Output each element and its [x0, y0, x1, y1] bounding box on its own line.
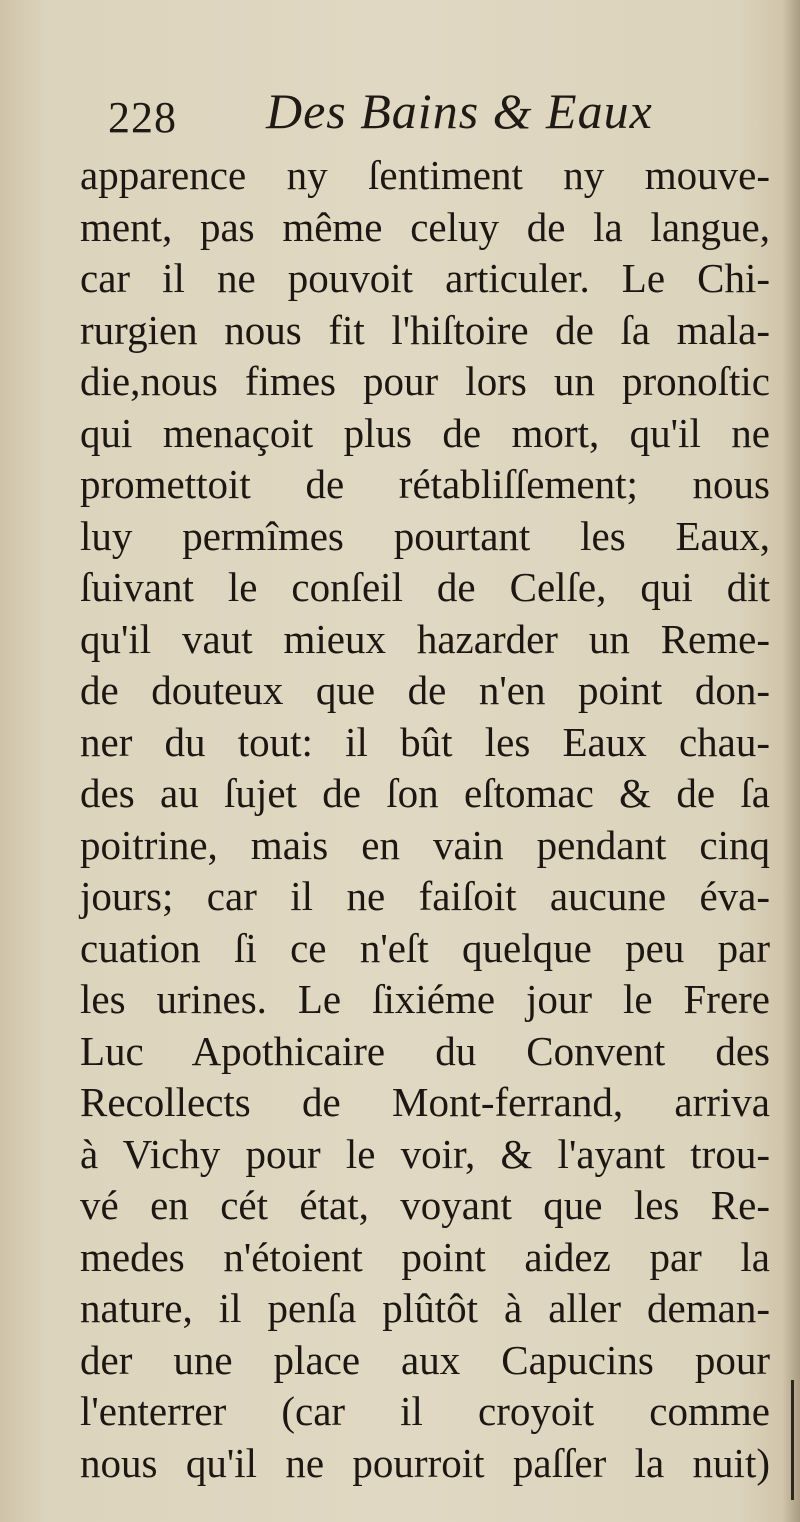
- page-number: 228: [108, 93, 177, 142]
- text-line: rurgien nous fit l'hiſtoire de ſa mala-: [80, 306, 770, 353]
- text-line: l'enterrer (car il croyoit comme: [80, 1388, 770, 1434]
- text-line: medes n'étoient point aidez par la: [80, 1233, 770, 1280]
- text-line: luy permîmes pourtant les Eaux,: [80, 512, 770, 559]
- text-line: nous qu'il ne pourroit paſſer la nuit): [80, 1439, 770, 1486]
- text-line: de douteux que de n'en point don-: [80, 667, 770, 713]
- text-line: promettoit de rétabliſſement; nous: [80, 461, 770, 507]
- running-title: Des Bains & Eaux: [266, 83, 653, 139]
- text-line: der une place aux Capucins pour: [80, 1336, 770, 1383]
- text-line: Recollects de Mont-ferrand, arriva: [80, 1079, 770, 1125]
- text-line: nature, il penſa plûtôt à aller deman-: [80, 1285, 770, 1331]
- body-text: [80, 150, 780, 1489]
- text-line: poitrine, mais en vain pendant cinq: [80, 821, 770, 868]
- text-line: ner du tout: il bût les Eaux chau-: [80, 718, 770, 765]
- text-line: qui menaçoit plus de mort, qu'il ne: [80, 409, 770, 456]
- text-line: qu'il vaut mieux hazarder un Reme-: [80, 615, 770, 662]
- text-line: car il ne pouvoit articuler. Le Chi-: [80, 255, 770, 301]
- text-line: ment, pas même celuy de la langue,: [80, 203, 770, 250]
- text-line: les urines. Le ſixiéme jour le Frere: [80, 976, 770, 1022]
- text-line: jours; car il ne faiſoit aucune éva-: [80, 873, 770, 919]
- page-edge-mark: [791, 1380, 794, 1500]
- page-header: [108, 78, 708, 148]
- text-line: vé en cét état, voyant que les Re-: [80, 1182, 770, 1228]
- text-line: die,nous fimes pour lors un pronoſtic: [80, 358, 770, 404]
- text-line: cuation ſi ce n'eſt quelque peu par: [80, 924, 770, 971]
- text-line: ſuivant le conſeil de Celſe, qui dit: [80, 564, 770, 610]
- text-line: Luc Apothicaire du Convent des: [80, 1027, 770, 1074]
- text-line: à Vichy pour le voir, & l'ayant trou-: [80, 1130, 770, 1177]
- text-line: des au ſujet de ſon eſtomac & de ſa: [80, 770, 770, 816]
- text-line: apparence ny ſentiment ny mouve-: [80, 152, 770, 198]
